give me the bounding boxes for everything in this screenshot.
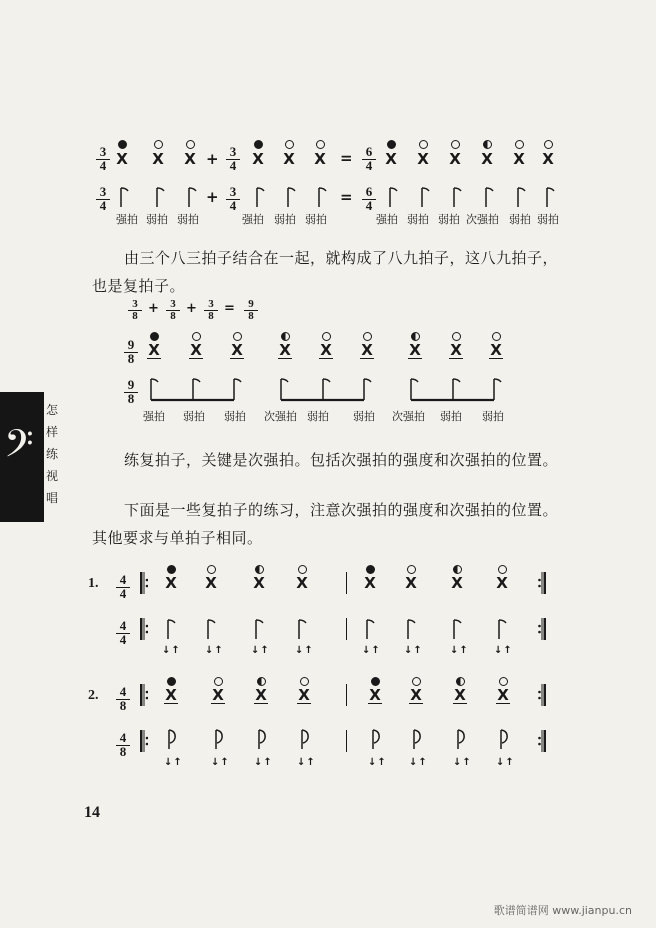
- eighth-note-icon: [411, 728, 425, 750]
- quarter-note-icon: [285, 186, 299, 208]
- quarter-note-icon: [165, 618, 179, 640]
- strong-beat-mark: [167, 565, 176, 574]
- time-signature: 9 8: [244, 299, 258, 321]
- beat-x: X: [409, 341, 421, 359]
- beat-label: 弱拍: [440, 410, 462, 423]
- paragraph: 练复拍子，关键是次强拍。包括次强拍的强度和次强拍的位置。: [124, 451, 559, 469]
- quarter-note-icon: [419, 186, 433, 208]
- plus-sign: +: [206, 150, 219, 168]
- beat-x: X: [542, 150, 554, 168]
- secondary-strong-mark: [483, 140, 492, 149]
- beat-x: X: [450, 341, 462, 359]
- side-tab-block: [0, 392, 44, 522]
- exercise-number: 2.: [88, 688, 99, 703]
- beat-label: 强拍: [376, 213, 398, 226]
- time-signature: 9 8: [124, 379, 138, 405]
- weak-beat-mark: [492, 332, 501, 341]
- beat-label: 弱拍: [537, 213, 559, 226]
- conducting-arrows: ↓↑: [409, 757, 428, 768]
- weak-beat-mark: [316, 140, 325, 149]
- eighth-note-icon: [213, 728, 227, 750]
- time-signature: 9 8: [124, 339, 138, 365]
- quarter-note-icon: [316, 186, 330, 208]
- secondary-strong-mark: [281, 332, 290, 341]
- weak-beat-mark: [544, 140, 553, 149]
- repeat-end-icon: [538, 572, 546, 594]
- strong-beat-mark: [118, 140, 127, 149]
- weak-beat-mark: [298, 565, 307, 574]
- barline: [346, 618, 347, 640]
- time-signature: 3 8: [204, 299, 218, 321]
- beat-x: X: [481, 150, 493, 168]
- time-signature: 4 4: [116, 620, 130, 646]
- beat-x: X: [283, 150, 295, 168]
- eighth-note-icon: [498, 728, 512, 750]
- weak-beat-mark: [300, 677, 309, 686]
- weak-beat-mark: [363, 332, 372, 341]
- side-tab-char: 练: [46, 447, 59, 461]
- beat-label: 弱拍: [183, 410, 205, 423]
- beat-label: 弱拍: [438, 213, 460, 226]
- exercise-number: 1.: [88, 576, 99, 591]
- conducting-arrows: ↓↑: [295, 645, 314, 656]
- quarter-note-icon: [186, 186, 200, 208]
- beat-x: X: [497, 686, 509, 704]
- repeat-start-icon: [140, 572, 148, 594]
- quarter-note-icon: [364, 618, 378, 640]
- beat-x: X: [152, 150, 164, 168]
- beat-label: 强拍: [143, 410, 165, 423]
- weak-beat-mark: [285, 140, 294, 149]
- quarter-note-icon: [387, 186, 401, 208]
- beat-x: X: [454, 686, 466, 704]
- side-tab-text: [46, 402, 62, 506]
- eighth-note-icon: [455, 728, 469, 750]
- quarter-note-icon: [451, 186, 465, 208]
- time-signature: 3 4: [96, 146, 110, 172]
- conducting-arrows: ↓↑: [368, 757, 387, 768]
- strong-beat-mark: [387, 140, 396, 149]
- weak-beat-mark: [186, 140, 195, 149]
- beat-label: 弱拍: [482, 410, 504, 423]
- beat-x: X: [320, 341, 332, 359]
- weak-beat-mark: [412, 677, 421, 686]
- quarter-note-icon: [496, 618, 510, 640]
- conducting-arrows: ↓↑: [494, 645, 513, 656]
- time-signature: 4 8: [116, 686, 130, 712]
- beat-x: X: [252, 150, 264, 168]
- plus-sign: +: [148, 301, 159, 316]
- time-signature: 3 4: [96, 186, 110, 212]
- beat-x: X: [279, 341, 291, 359]
- quarter-note-icon: [118, 186, 132, 208]
- secondary-strong-mark: [456, 677, 465, 686]
- conducting-arrows: ↓↑: [297, 757, 316, 768]
- conducting-arrows: ↓↑: [453, 757, 472, 768]
- beat-label: 弱拍: [274, 213, 296, 226]
- equals-sign: =: [340, 188, 353, 206]
- time-signature: 6 4: [362, 186, 376, 212]
- eighth-note-icon: [299, 728, 313, 750]
- beat-label: 弱拍: [177, 213, 199, 226]
- weak-beat-mark: [452, 332, 461, 341]
- beat-label: 弱拍: [305, 213, 327, 226]
- beat-label: 弱拍: [353, 410, 375, 423]
- beat-x: X: [410, 686, 422, 704]
- beat-x: X: [298, 686, 310, 704]
- beat-x: X: [184, 150, 196, 168]
- beat-x: X: [190, 341, 202, 359]
- quarter-note-icon: [253, 618, 267, 640]
- beat-label: 强拍: [116, 213, 138, 226]
- conducting-arrows: ↓↑: [450, 645, 469, 656]
- chapter-side-tab: [0, 392, 62, 522]
- strong-beat-mark: [150, 332, 159, 341]
- weak-beat-mark: [207, 565, 216, 574]
- conducting-arrows: ↓↑: [254, 757, 273, 768]
- strong-beat-mark: [371, 677, 380, 686]
- eighth-note-icon: [256, 728, 270, 750]
- beat-x: X: [369, 686, 381, 704]
- time-signature: 6 4: [362, 146, 376, 172]
- eighth-note-icon: [166, 728, 180, 750]
- bass-clef-icon: 𝄢: [4, 421, 34, 475]
- barline: [346, 730, 347, 752]
- beat-x: X: [496, 574, 508, 592]
- beat-label: 弱拍: [509, 213, 531, 226]
- weak-beat-mark: [214, 677, 223, 686]
- side-tab-char: 怎: [46, 403, 59, 417]
- beat-x: X: [513, 150, 525, 168]
- plus-sign: +: [186, 301, 197, 316]
- time-signature: 3 8: [128, 299, 142, 321]
- paragraph: 由三个八三拍子结合在一起，就构成了八九拍子，这八九拍子，也是复拍子。: [92, 249, 559, 295]
- beamed-eighth-notes-icon: [148, 376, 248, 404]
- beat-x: X: [231, 341, 243, 359]
- beat-x: X: [417, 150, 429, 168]
- weak-beat-mark: [451, 140, 460, 149]
- beat-x: X: [405, 574, 417, 592]
- beat-x: X: [361, 341, 373, 359]
- conducting-arrows: ↓↑: [496, 757, 515, 768]
- time-signature: 3 4: [226, 186, 240, 212]
- secondary-strong-mark: [411, 332, 420, 341]
- beat-x: X: [205, 574, 217, 592]
- conducting-arrows: ↓↑: [164, 757, 183, 768]
- secondary-strong-mark: [453, 565, 462, 574]
- quarter-note-icon: [296, 618, 310, 640]
- conducting-arrows: ↓↑: [211, 757, 230, 768]
- beat-x: X: [364, 574, 376, 592]
- equals-sign: =: [224, 301, 235, 316]
- quarter-note-icon: [254, 186, 268, 208]
- conducting-arrows: ↓↑: [404, 645, 423, 656]
- secondary-strong-mark: [255, 565, 264, 574]
- weak-beat-mark: [499, 677, 508, 686]
- strong-beat-mark: [167, 677, 176, 686]
- beat-x: X: [451, 574, 463, 592]
- quarter-note-icon: [451, 618, 465, 640]
- beat-x: X: [212, 686, 224, 704]
- beat-x: X: [490, 341, 502, 359]
- repeat-end-icon: [538, 618, 546, 640]
- weak-beat-mark: [154, 140, 163, 149]
- beat-x: X: [148, 341, 160, 359]
- beat-label: 弱拍: [407, 213, 429, 226]
- time-signature: 3 4: [226, 146, 240, 172]
- strong-beat-mark: [254, 140, 263, 149]
- time-signature: 3 8: [166, 299, 180, 321]
- repeat-end-icon: [538, 684, 546, 706]
- beat-x: X: [165, 686, 177, 704]
- beat-label: 弱拍: [307, 410, 329, 423]
- repeat-start-icon: [140, 730, 148, 752]
- page-number: 14: [84, 804, 100, 821]
- repeat-end-icon: [538, 730, 546, 752]
- quarter-note-icon: [154, 186, 168, 208]
- conducting-arrows: ↓↑: [205, 645, 224, 656]
- quarter-note-icon: [405, 618, 419, 640]
- beat-x: X: [255, 686, 267, 704]
- side-tab-char: 唱: [46, 491, 59, 505]
- conducting-arrows: ↓↑: [162, 645, 181, 656]
- strong-beat-mark: [366, 565, 375, 574]
- paragraph: 下面是一些复拍子的练习，注意次强拍的强度和次强拍的位置。其他要求与单拍子相同。: [92, 501, 559, 547]
- beat-x: X: [165, 574, 177, 592]
- beat-label: 次强拍: [264, 410, 297, 423]
- repeat-start-icon: [140, 618, 148, 640]
- beat-x: X: [385, 150, 397, 168]
- watermark: 歌谱简谱网 www.jianpu.cn: [493, 904, 632, 917]
- barline: [346, 684, 347, 706]
- side-tab-char: 视: [46, 469, 59, 483]
- weak-beat-mark: [407, 565, 416, 574]
- side-tab-char: 样: [46, 425, 59, 439]
- weak-beat-mark: [419, 140, 428, 149]
- beat-x: X: [314, 150, 326, 168]
- weak-beat-mark: [192, 332, 201, 341]
- quarter-note-icon: [515, 186, 529, 208]
- beat-x: X: [449, 150, 461, 168]
- quarter-note-icon: [544, 186, 558, 208]
- beat-x: X: [253, 574, 265, 592]
- secondary-strong-mark: [257, 677, 266, 686]
- beat-label: 次强拍: [392, 410, 425, 423]
- conducting-arrows: ↓↑: [362, 645, 381, 656]
- beat-x: X: [296, 574, 308, 592]
- quarter-note-icon: [205, 618, 219, 640]
- conducting-arrows: ↓↑: [251, 645, 270, 656]
- repeat-start-icon: [140, 684, 148, 706]
- beamed-eighth-notes-icon: [278, 376, 378, 404]
- time-signature: 4 8: [116, 732, 130, 758]
- weak-beat-mark: [322, 332, 331, 341]
- beat-label: 强拍: [242, 213, 264, 226]
- weak-beat-mark: [515, 140, 524, 149]
- weak-beat-mark: [498, 565, 507, 574]
- beat-label: 次强拍: [466, 213, 499, 226]
- quarter-note-icon: [483, 186, 497, 208]
- beat-label: 弱拍: [146, 213, 168, 226]
- equals-sign: =: [340, 149, 353, 167]
- beamed-eighth-notes-icon: [408, 376, 508, 404]
- beat-label: 弱拍: [224, 410, 246, 423]
- beat-x: X: [116, 150, 128, 168]
- barline: [346, 572, 347, 594]
- time-signature: 4 4: [116, 574, 130, 600]
- eighth-note-icon: [370, 728, 384, 750]
- plus-sign: +: [206, 188, 219, 206]
- weak-beat-mark: [233, 332, 242, 341]
